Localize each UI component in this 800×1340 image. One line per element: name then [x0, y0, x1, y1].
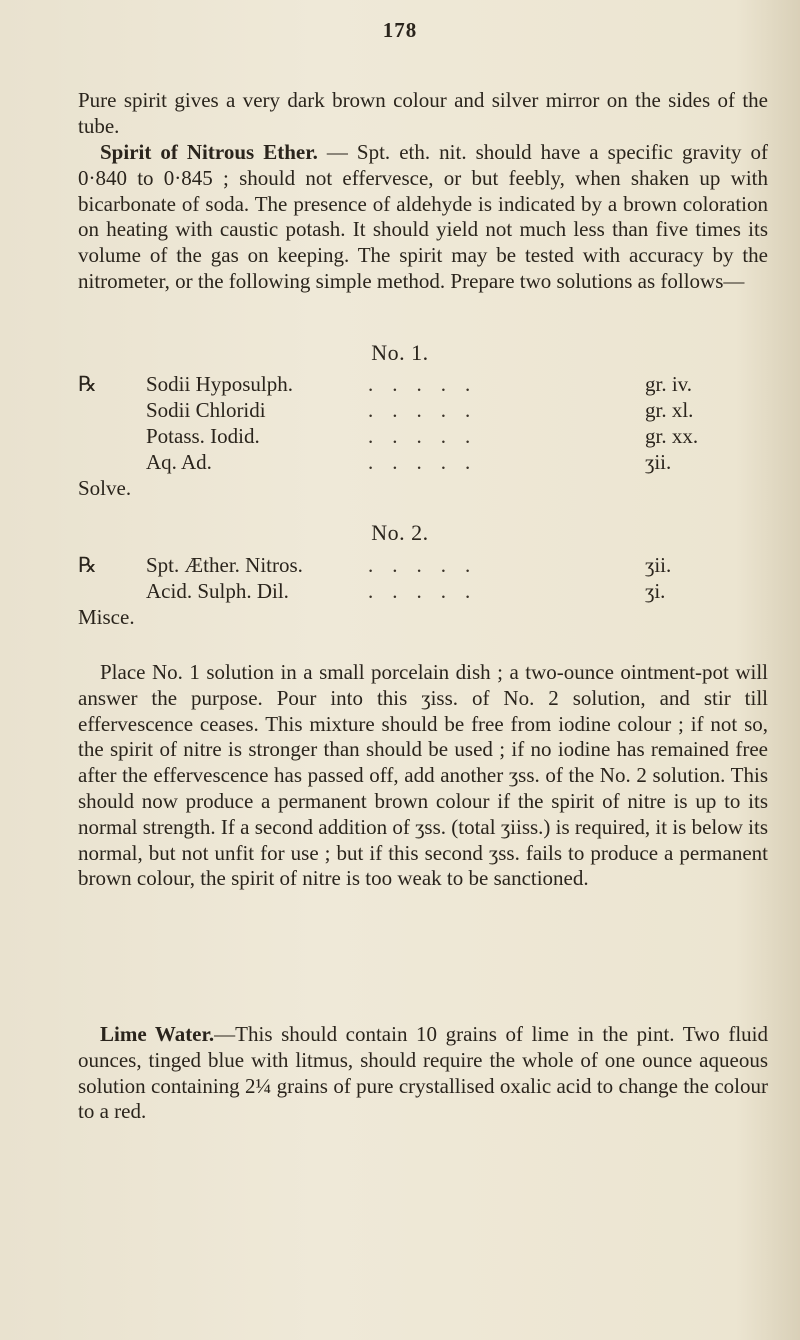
- recipe-symbol: ℞: [78, 372, 97, 396]
- ingredient-quantity: gr. xx.: [645, 424, 699, 448]
- nitrous-ether-body: — Spt. eth. nit. should have a specific gravity of 0·840 to 0·845 ; should not effervesce, or but feebly, when shaken up with bicarbonate of soda. The presence of aldehyde is indicated by a brown coloration on heating with caustic potash. It should yield not much less than five times its volume of the gas on keeping. The spirit may be tested with accuracy by the nitrometer, or the following simple method. Prepare two solutions as follows—: [78, 140, 768, 293]
- leader-dots: .....: [368, 372, 490, 396]
- leader-dots: .....: [368, 579, 490, 603]
- ingredient-quantity: gr. xl.: [645, 398, 694, 422]
- page-number: 178: [382, 18, 418, 42]
- ingredient-name: Acid. Sulph. Dil.: [146, 579, 289, 603]
- leader-dots: .....: [368, 424, 490, 448]
- lime-water-paragraph: [78, 1022, 768, 1125]
- solution-1-row-2: [78, 397, 738, 423]
- intro-paragraph: Pure spirit gives a very dark brown colour and silver mirror on the sides of the tube.: [78, 88, 768, 138]
- ingredient-quantity: ʒi.: [645, 579, 666, 603]
- procedure-paragraph: Place No. 1 solution in a small porcelain dish ; a two-ounce ointment-pot will answer the purpose. Pour into this ʒiss. of No. 2 solution, and stir till effervescence ceases. This mixture should be free from iodine colour ; if not so, the spirit of nitre is stronger than should be used ; if no iodine has remained free after the effervescence has passed off, add another ʒss. of the No. 2 solution. This should now produce a permanent brown colour if the spirit of nitre is up to its normal strength. If a second addition of ʒss. (total ʒiiss.) is required, it is below its normal, but not unfit for use ; but if this second ʒss. fails to produce a permanent brown colour, the spirit of nitre is too weak to be sanctioned.: [78, 660, 768, 891]
- solution-1-row-4: [78, 449, 738, 475]
- solution-2-row-1: [78, 552, 738, 578]
- recipe-symbol: ℞: [78, 553, 97, 577]
- nitrous-ether-paragraph: [78, 140, 768, 295]
- ingredient-quantity: ʒii.: [645, 553, 672, 577]
- ingredient-name: Spt. Æther. Nitros.: [146, 553, 303, 577]
- nitrous-ether-heading: Spirit of Nitrous Ether.: [100, 140, 318, 164]
- leader-dots: .....: [368, 450, 490, 474]
- lime-water-body: —This should contain 10 grains of lime in the pint. Two fluid ounces, tinged blue with litmus, should require the whole of one ounce aqueous solution containing 2¼ grains of pure crystallised oxalic acid to change the colour to a red.: [78, 1022, 768, 1124]
- ingredient-name: Potass. Iodid.: [146, 424, 260, 448]
- ingredient-name: Sodii Chloridi: [146, 398, 266, 422]
- ingredient-quantity: ʒii.: [645, 450, 672, 474]
- solution-1-instruction: Solve.: [78, 476, 132, 500]
- solution-2-instruction: Misce.: [78, 605, 135, 629]
- solution-1-row-3: [78, 423, 738, 449]
- solution-2-row-2: [78, 578, 738, 604]
- ingredient-quantity: gr. iv.: [645, 372, 693, 396]
- leader-dots: .....: [368, 553, 490, 577]
- solution-2-title: No. 2.: [371, 520, 429, 545]
- solution-1-row-1: [78, 371, 738, 397]
- ingredient-name: Aq. Ad.: [146, 450, 212, 474]
- ingredient-name: Sodii Hyposulph.: [146, 372, 294, 396]
- lime-water-heading: Lime Water.: [100, 1022, 215, 1046]
- solution-1-title: No. 1.: [371, 340, 429, 365]
- leader-dots: .....: [368, 398, 490, 422]
